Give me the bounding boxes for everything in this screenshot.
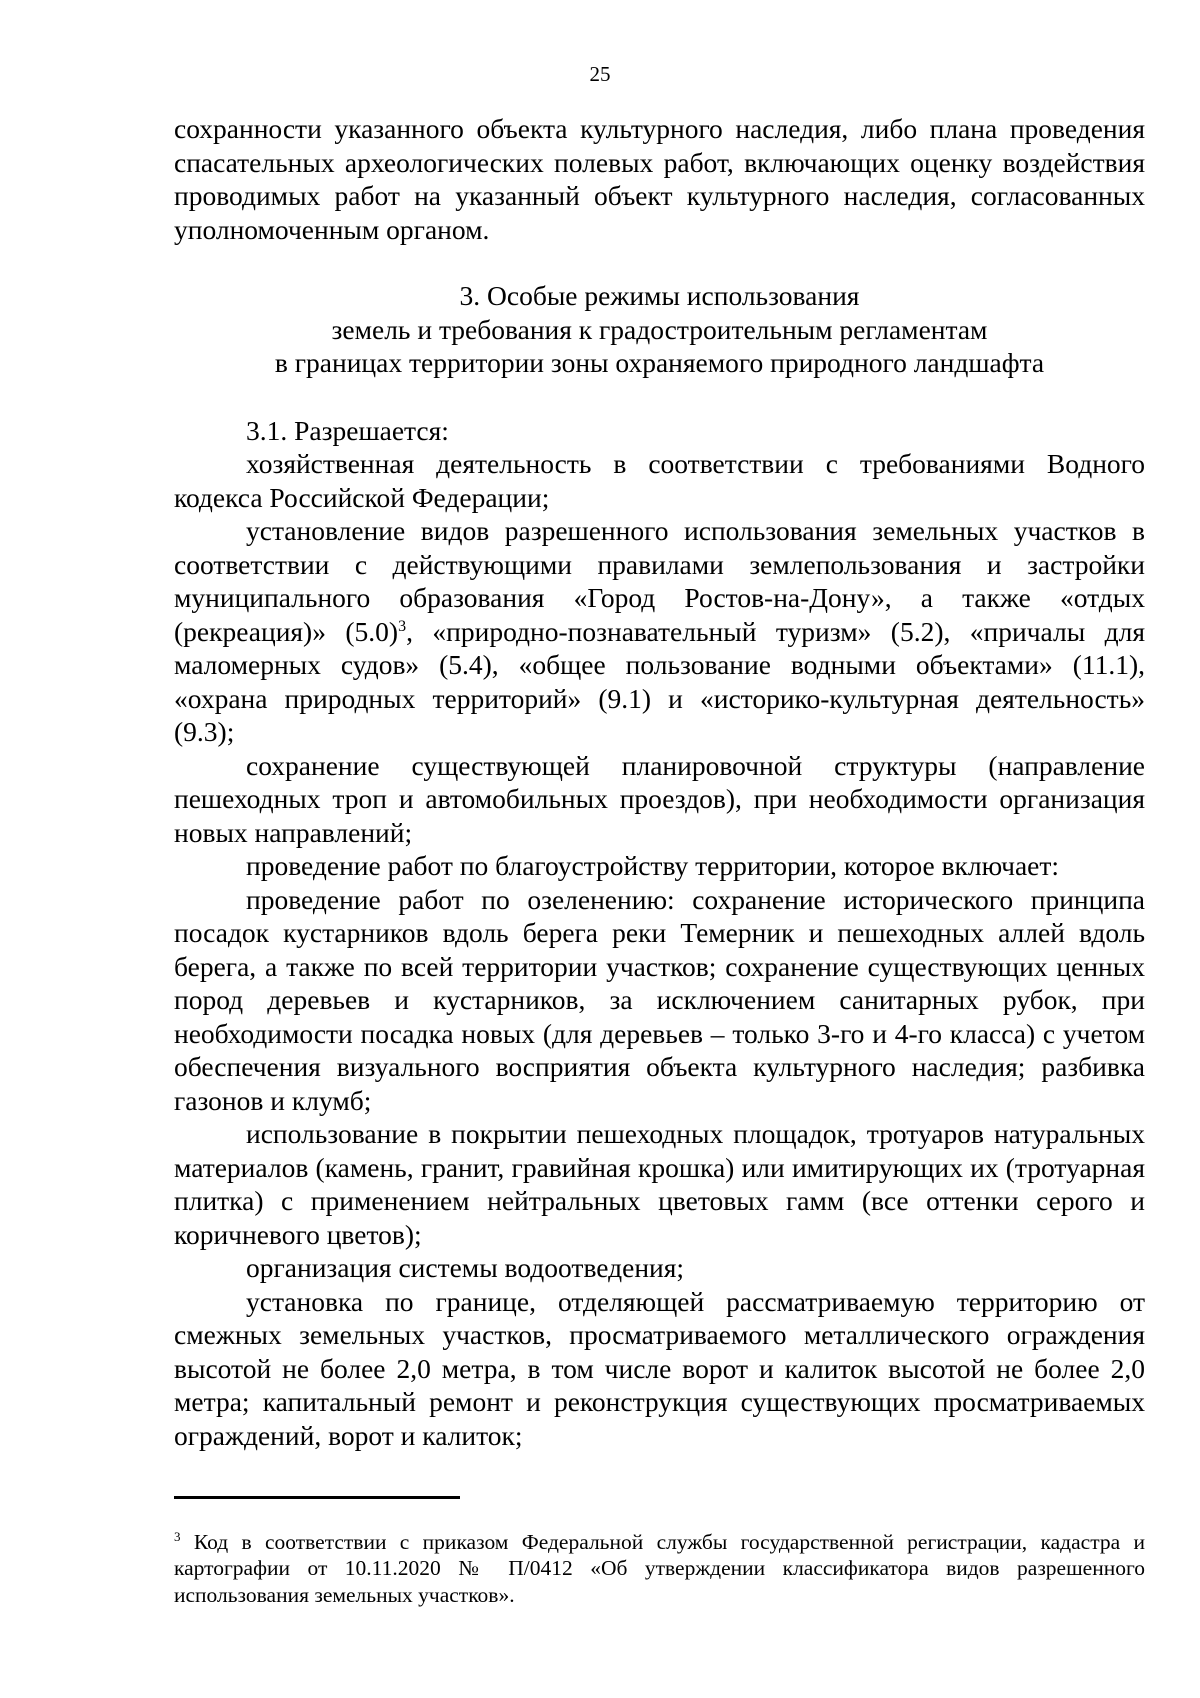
footnote-text: Код в соответствии с приказом Федеральной службы государственной регистрации, кадастра и картографии от 10.11.2020 № П/0412 «Об утверждении классификатора видов разрешенного использования земельных участков». bbox=[174, 1529, 1145, 1607]
footnote-mark: 3 bbox=[174, 1528, 181, 1544]
section-heading-line: 3. Особые режимы использования bbox=[459, 280, 860, 311]
paragraph-landscaping-intro: проведение работ по благоустройству территории, которое включает: bbox=[246, 850, 1060, 881]
footnote-reference: 3 bbox=[398, 617, 407, 635]
footnote-separator bbox=[174, 1496, 460, 1499]
intro-paragraph: сохранности указанного объекта культурного наследия, либо плана проведения спасательных археологических полевых работ, включающих оценку воздействия проводимых работ на указанный объект культурного наследия, согласованных уполномоченным органом. bbox=[174, 113, 1145, 245]
page-number: 25 bbox=[589, 62, 611, 86]
paragraph-fencing: установка по границе, отделяющей рассматриваемую территорию от смежных земельных участков, просматриваемого металлического ограждения высотой не более 2,0 метра, в том числе ворот и калиток высотой не более 2,0 метра; капитальный ремонт и реконструкция существующих просматриваемых ограждений, ворот и калиток; bbox=[174, 1285, 1145, 1451]
paragraph-drainage: организация системы водоотведения; bbox=[246, 1252, 685, 1283]
section-heading-line: земель и требования к градостроительным регламентам bbox=[331, 313, 988, 345]
footnote bbox=[174, 1529, 1145, 1609]
paragraph-greening: проведение работ по озеленению: сохранение исторического принципа посадок кустарников вдоль берега реки Темерник и пешеходных аллей вдоль берега, а также по всей территории участков; сохранение существующих ценных пород деревьев и кустарников, за исключением санитарных рубок, при необходимости посадка новых (для деревьев – только 3-го и 4-го класса) с учетом обеспечения визуального восприятия объекта культурного наследия; разбивка газонов и клумб; bbox=[174, 883, 1145, 1116]
paragraph-paving: использование в покрытии пешеходных площадок, тротуаров натуральных материалов (камень, гранит, гравийная крошка) или имитирующих их (тротуарная плитка) с применением нейтральных цветовых гамм (все оттенки серого и коричневого цветов); bbox=[174, 1118, 1145, 1250]
body-text bbox=[174, 112, 1145, 1452]
subsection-title: 3.1. Разрешается: bbox=[246, 414, 449, 446]
paragraph-economic-activity: хозяйственная деятельность в соответствии с требованиями Водного кодекса Российской Федерации; bbox=[174, 448, 1145, 513]
land-use-text-part1: установление видов разрешенного использования земельных участков в соответствии с действующими правилами землепользования и застройки муниципального образования «Город Ростов-на-Дону», а также «отдых (рекреация)» (5.0) bbox=[174, 515, 1145, 647]
section-heading bbox=[174, 279, 1145, 380]
paragraph-land-use bbox=[174, 514, 1145, 749]
paragraph-planning-structure: сохранение существующей планировочной структуры (направление пешеходных троп и автомобильных проездов), при необходимости организация новых направлений; bbox=[174, 749, 1145, 848]
section-heading-line: в границах территории зоны охраняемого природного ландшафта bbox=[274, 347, 1045, 378]
land-use-text-part2: , «природно-познавательный туризм» (5.2), «причалы для маломерных судов» (5.4), «общее пользование водными объектами» (11.1), «охрана природных территорий» (9.1) и «историко-культурная деятельность» (9.3); bbox=[174, 615, 1145, 747]
